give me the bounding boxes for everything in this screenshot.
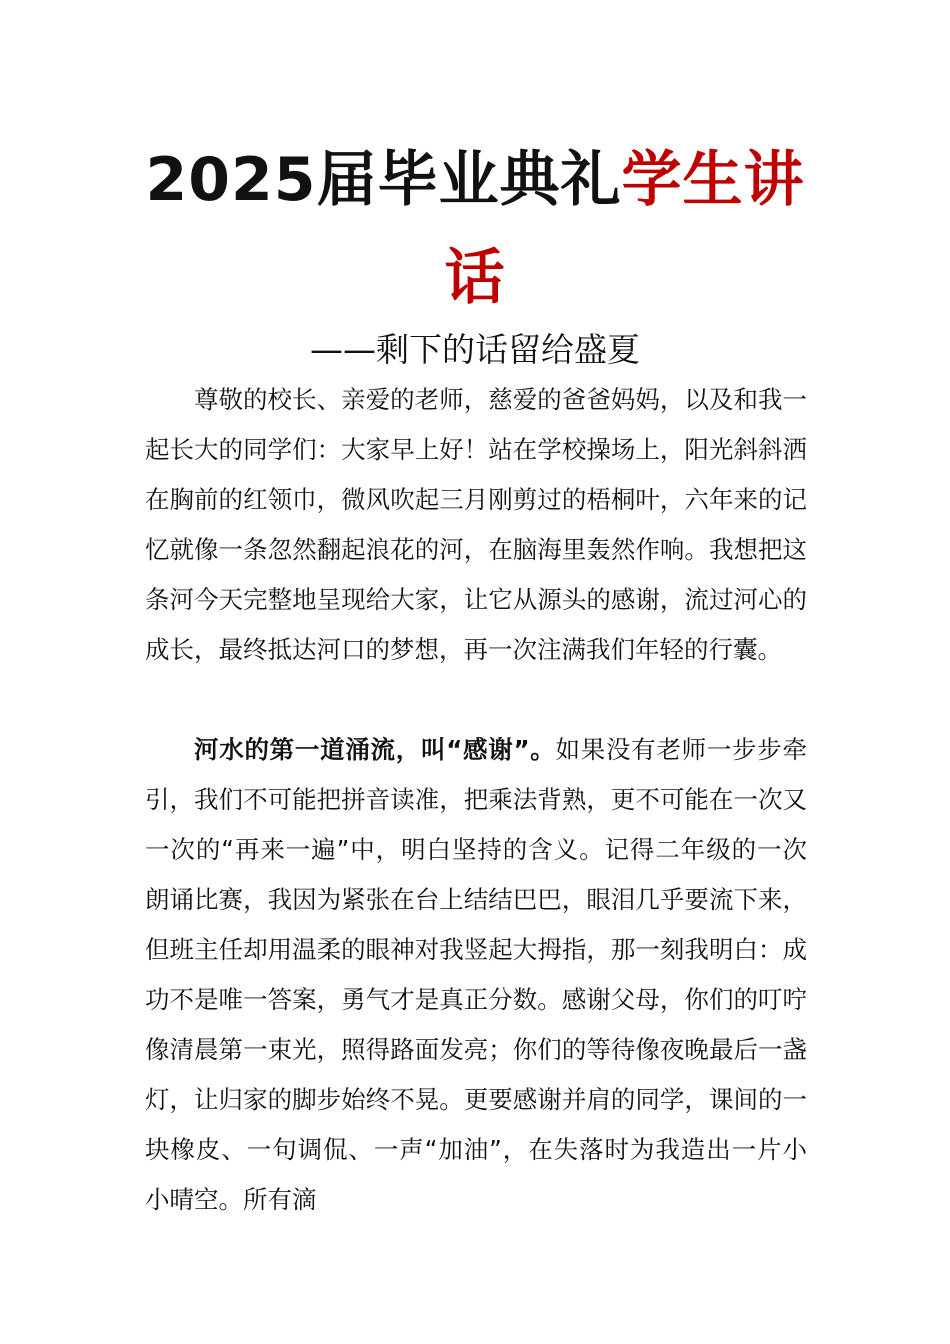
paragraph-thanks [145,725,807,1225]
document-title-continued [145,230,805,326]
title-red-part-continued: 话 [444,243,506,313]
paragraph-greeting [145,375,807,675]
document-title [145,132,805,228]
title-black-part: 2025届毕业典礼 [145,145,622,215]
paragraph-text: 尊敬的校长、亲爱的老师，慈爱的爸爸妈妈，以及和我一起长大的同学们：大家早上好！站在学校操场上，阳光斜斜洒在胸前的红领巾，微风吹起三月刚剪过的梧桐叶，六年来的记忆就像一条忽然翻起浪花的河，在脑海里轰然作响。我想把这条河今天完整地呈现给大家，让它从源头的感谢，流过河心的成长，最终抵达河口的梦想，再一次注满我们年轻的行囊。 [145,385,807,664]
paragraph-lead: 河水的第一道涌流，叫“感谢”。 [194,735,556,764]
title-red-part: 学生讲 [621,145,805,215]
document-subtitle: ——剩下的话留给盛夏 [310,330,640,369]
paragraph-text: 如果没有老师一步步牵引，我们不可能把拼音读准，把乘法背熟，更不可能在一次又一次的“再来一遍”中，明白坚持的含义。记得二年级的一次朗诵比赛，我因为紧张在台上结结巴巴，眼泪几乎要流下来，但班主任却用温柔的眼神对我竖起大拇指，那一刻我明白：成功不是唯一答案，勇气才是真正分数。感谢父母，你们的叮咛像清晨第一束光，照得路面发亮；你们的等待像夜晚最后一盏灯，让归家的脚步始终不晃。更要感谢并肩的同学，课间的一块橡皮、一句调侃、一声“加油”，在失落时为我造出一片小小晴空。所有滴 [145,735,808,1214]
